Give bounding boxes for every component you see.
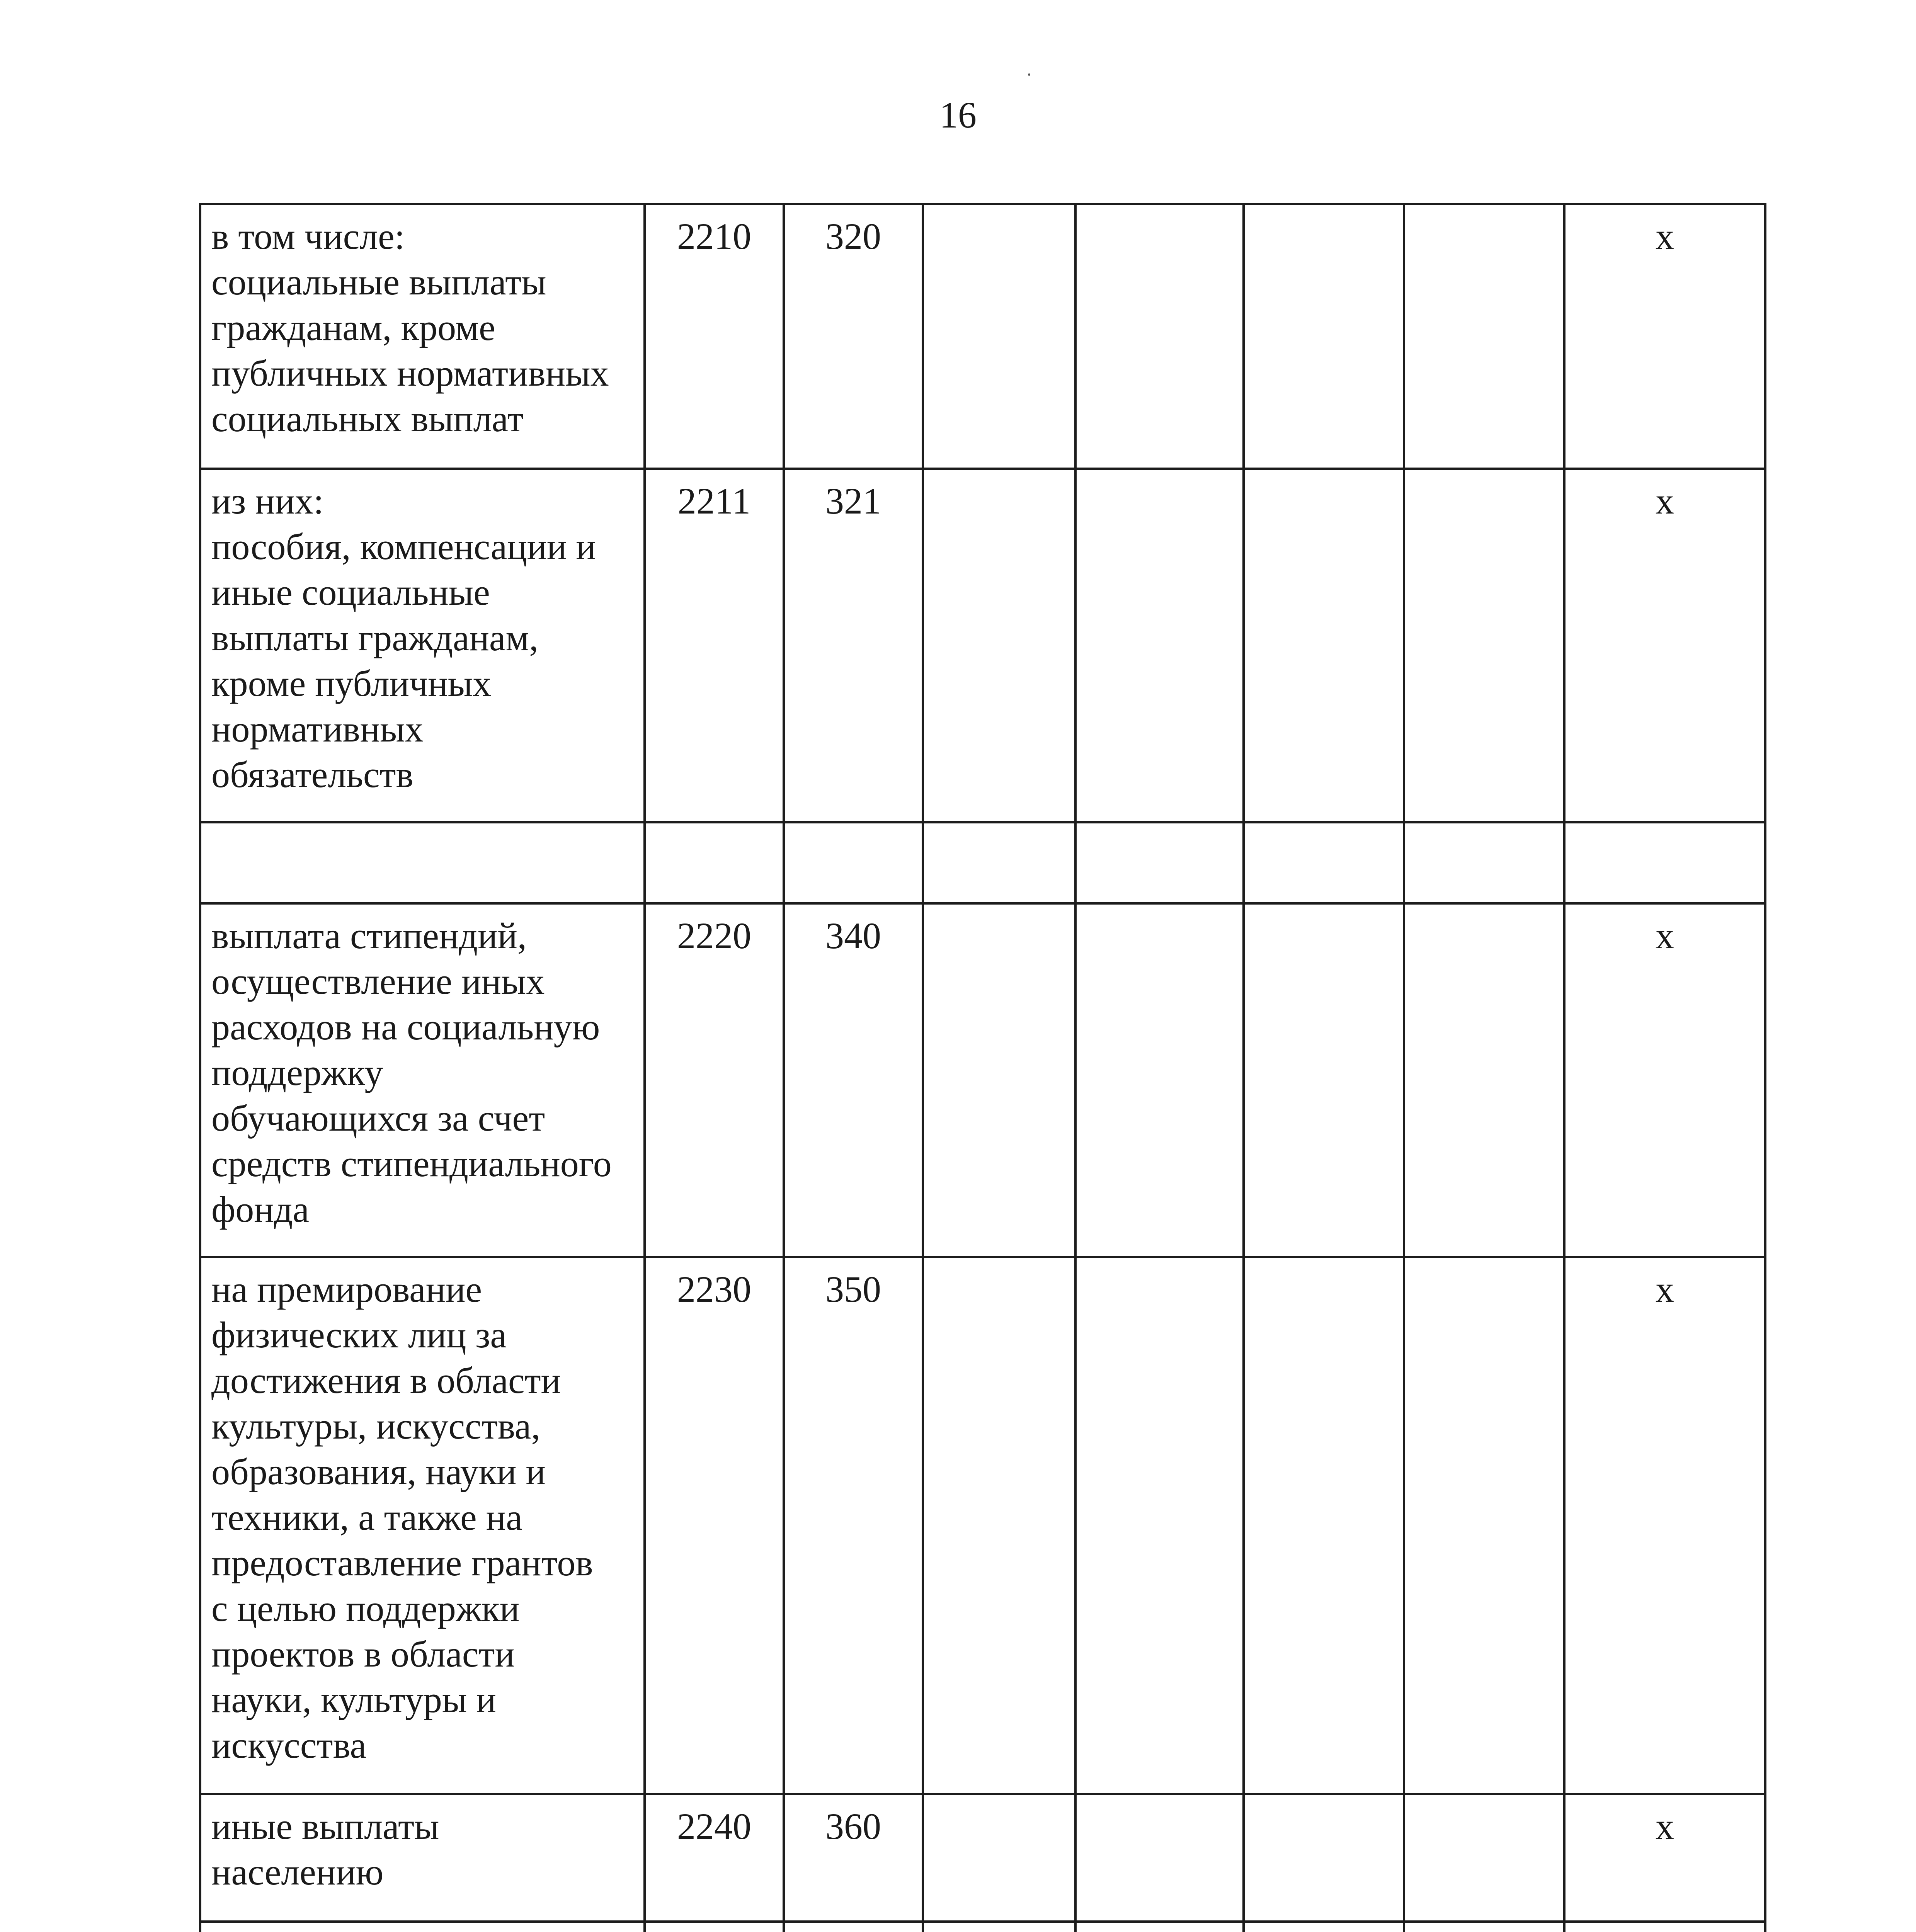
value-cell [1075, 1922, 1244, 1932]
scan-speck [1028, 73, 1030, 76]
line-code: 2211 [645, 469, 784, 822]
table-row [200, 469, 1765, 822]
value-cell [1404, 903, 1564, 1257]
value-cell [1075, 903, 1244, 1257]
value-cell [1404, 204, 1564, 469]
value-cell [1075, 469, 1244, 822]
table-row [200, 1257, 1765, 1794]
value-cell [923, 1794, 1075, 1922]
kbk-code: 350 [784, 1257, 923, 1794]
value-cell [923, 822, 1075, 903]
not-applicable-mark [1564, 822, 1765, 903]
value-cell [1404, 822, 1564, 903]
value-cell [1075, 822, 1244, 903]
kbk-code: 360 [784, 1794, 923, 1922]
value-cell [1244, 1794, 1404, 1922]
value-cell [1244, 1257, 1404, 1794]
value-cell [1244, 204, 1404, 469]
not-applicable-mark: х [1564, 1794, 1765, 1922]
not-applicable-mark: х [1564, 1257, 1765, 1794]
table-row [200, 903, 1765, 1257]
value-cell [1244, 903, 1404, 1257]
expenditure-table [199, 203, 1766, 1932]
value-cell [923, 903, 1075, 1257]
page-number: 16 [939, 94, 977, 136]
line-code: 2210 [645, 204, 784, 469]
value-cell [923, 204, 1075, 469]
table-row [200, 204, 1765, 469]
table-row [200, 1922, 1765, 1932]
table-row-empty [200, 822, 1765, 903]
line-code [645, 1922, 784, 1932]
kbk-code: 321 [784, 469, 923, 822]
value-cell [923, 1922, 1075, 1932]
value-cell [923, 469, 1075, 822]
value-cell [1244, 469, 1404, 822]
value-cell [1404, 1794, 1564, 1922]
value-cell [1244, 822, 1404, 903]
not-applicable-mark: х [1564, 469, 1765, 822]
kbk-code: 340 [784, 903, 923, 1257]
line-code: 2230 [645, 1257, 784, 1794]
row-name [200, 822, 645, 903]
value-cell [1075, 204, 1244, 469]
not-applicable-mark [1564, 1922, 1765, 1932]
kbk-code [784, 1922, 923, 1932]
row-name: из них: пособия, компенсации и иные социальные выплаты гражданам, кроме публичных нормативных обязательств [200, 469, 645, 822]
row-name: иные выплаты населению [200, 1794, 645, 1922]
value-cell [1404, 1257, 1564, 1794]
row-name: выплата стипендий, осуществление иных расходов на социальную поддержку обучающихся за счет средств стипендиального фонда [200, 903, 645, 1257]
row-name: на премирование физических лиц за достижения в области культуры, искусства, образования, науки и техники, а также на предоставление грантов с целью поддержки проектов в области науки, культуры и искусства [200, 1257, 645, 1794]
line-code: 2220 [645, 903, 784, 1257]
value-cell [1404, 1922, 1564, 1932]
value-cell [1244, 1922, 1404, 1932]
value-cell [923, 1257, 1075, 1794]
kbk-code [784, 822, 923, 903]
row-name [200, 1922, 645, 1932]
value-cell [1075, 1794, 1244, 1922]
line-code [645, 822, 784, 903]
kbk-code: 320 [784, 204, 923, 469]
row-name: в том числе: социальные выплаты гражданам, кроме публичных нормативных социальных выплат [200, 204, 645, 469]
not-applicable-mark: х [1564, 903, 1765, 1257]
value-cell [1404, 469, 1564, 822]
table-row [200, 1794, 1765, 1922]
line-code: 2240 [645, 1794, 784, 1922]
not-applicable-mark: х [1564, 204, 1765, 469]
value-cell [1075, 1257, 1244, 1794]
